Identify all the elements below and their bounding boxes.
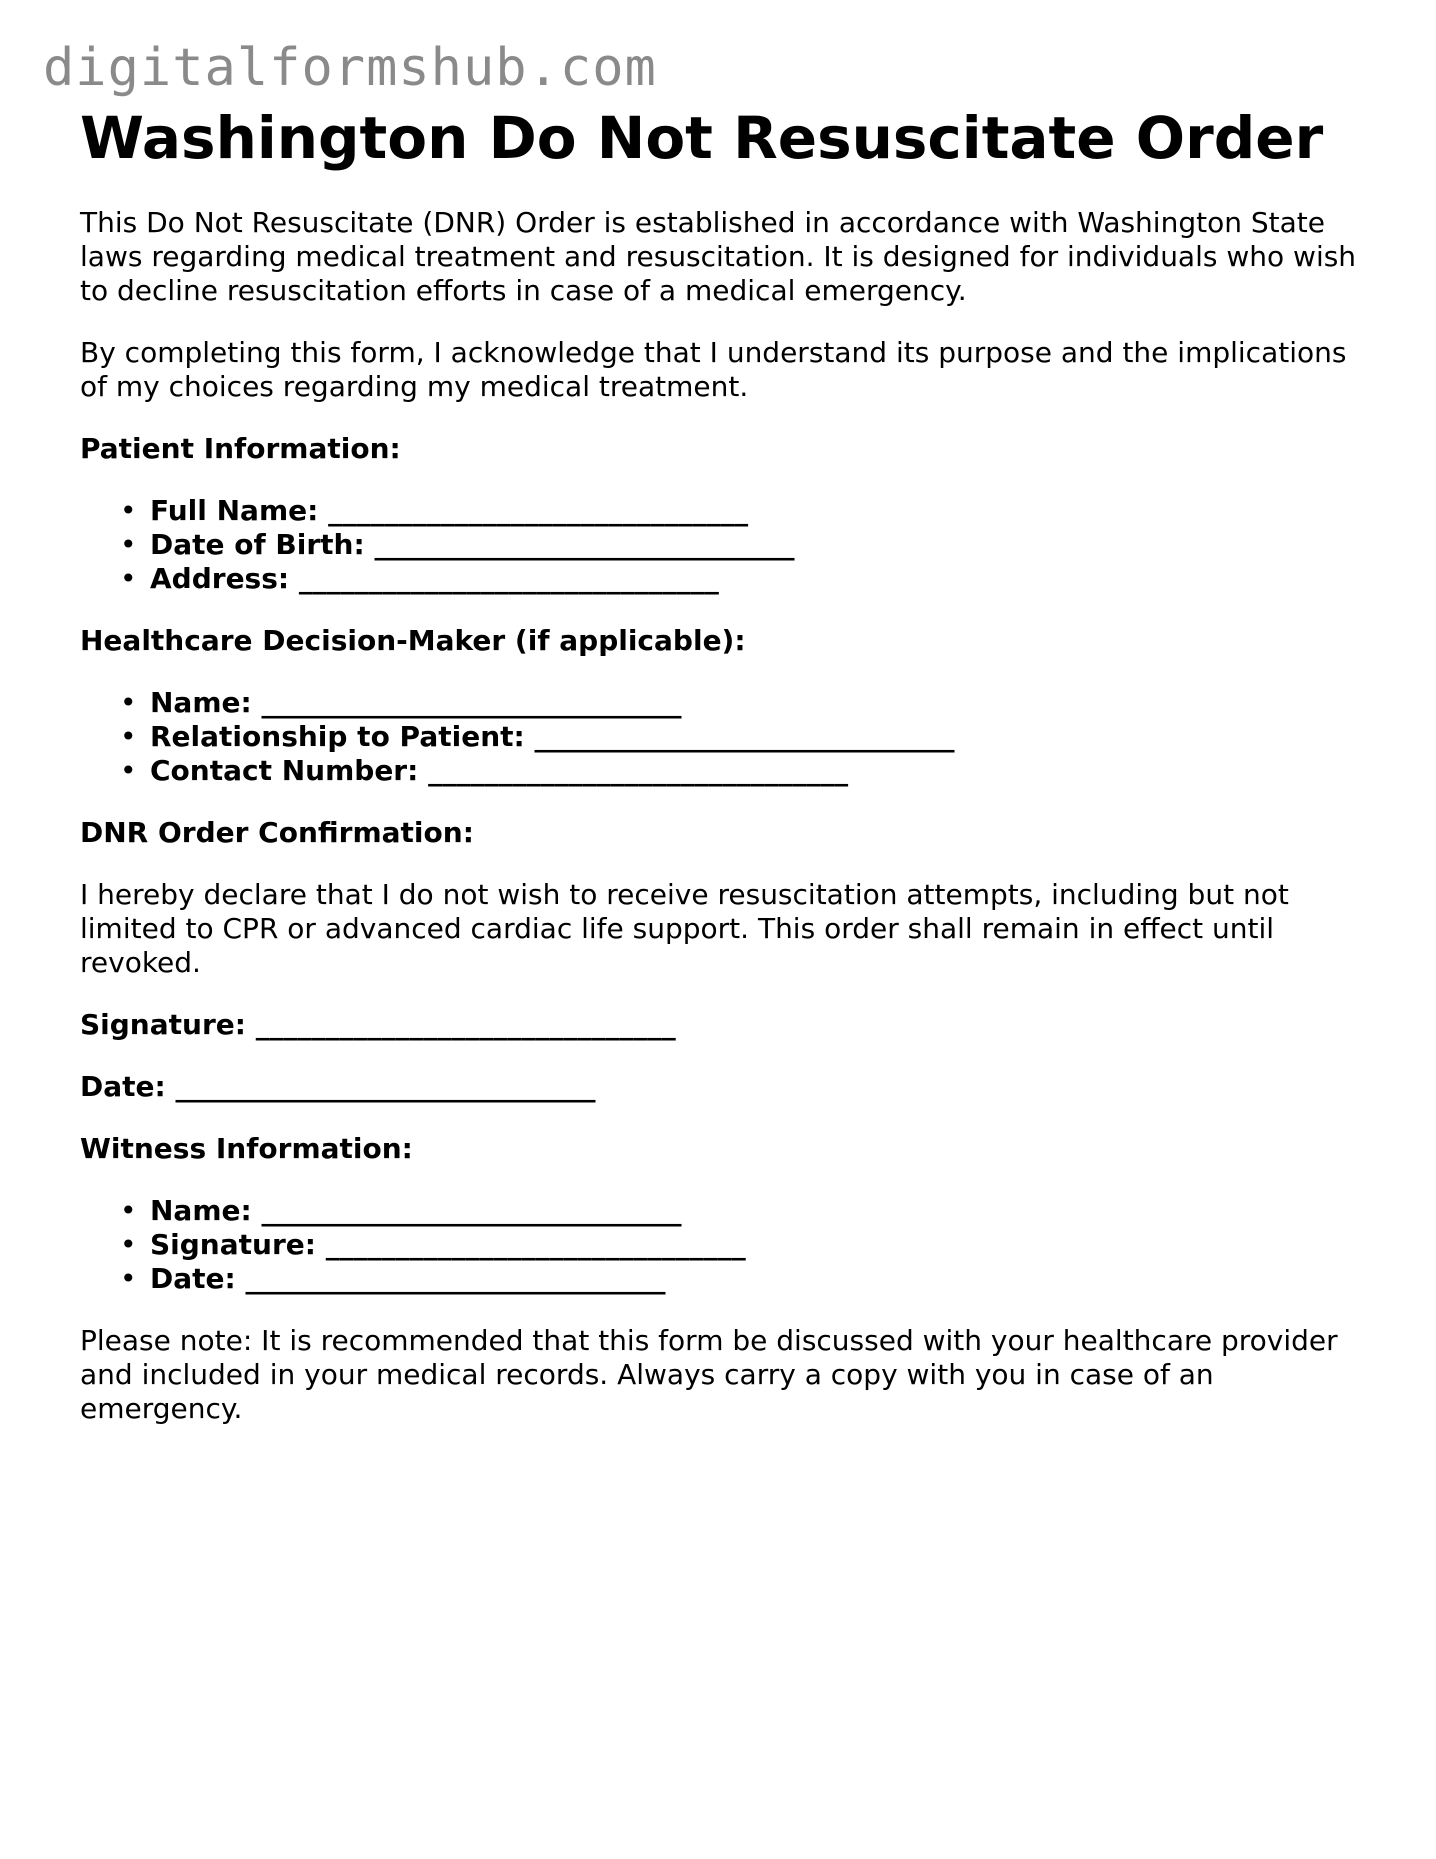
field-label: Date: bbox=[150, 1262, 236, 1295]
decision-maker-relationship-field[interactable] bbox=[120, 720, 1370, 754]
intro-paragraph: This Do Not Resuscitate (DNR) Order is established in accordance with Washington State laws regarding medical treatment and resuscitation. It is designed for individuals who wish to decline resuscitation efforts in case of a medical emergency. bbox=[80, 206, 1357, 307]
field-label: Address: bbox=[150, 562, 290, 595]
date-field[interactable] bbox=[80, 1070, 1370, 1104]
decision-maker-contact-field[interactable] bbox=[120, 754, 1370, 788]
blank-line[interactable]: ______________________________ bbox=[261, 686, 682, 719]
blank-line[interactable]: ______________________________ bbox=[328, 494, 749, 527]
field-label: Full Name: bbox=[150, 494, 319, 527]
witness-name-field[interactable] bbox=[120, 1194, 1370, 1228]
bullet-icon: • bbox=[120, 1262, 137, 1295]
patient-info-heading: Patient Information: bbox=[80, 432, 401, 465]
field-label: Date of Birth: bbox=[150, 528, 365, 561]
bullet-icon: • bbox=[120, 562, 137, 595]
bullet-icon: • bbox=[120, 1194, 137, 1227]
field-label: Name: bbox=[150, 686, 252, 719]
witness-info-heading: Witness Information: bbox=[80, 1132, 413, 1165]
field-label: Name: bbox=[150, 1194, 252, 1227]
note-paragraph: Please note: It is recommended that this form be discussed with your healthcare provider and included in your medical records. Always carry a copy with you in case of an emergency. bbox=[80, 1324, 1338, 1425]
bullet-icon: • bbox=[120, 1228, 137, 1261]
patient-dob-field[interactable] bbox=[120, 528, 1370, 562]
witness-date-field[interactable] bbox=[120, 1262, 1370, 1296]
decision-maker-list bbox=[80, 686, 1370, 788]
document-page bbox=[80, 100, 1370, 1426]
blank-line[interactable]: ______________________________ bbox=[298, 562, 719, 595]
blank-line[interactable]: ______________________________ bbox=[374, 528, 795, 561]
page-title: Washington Do Not Resuscitate Order bbox=[80, 104, 1324, 172]
field-label: Contact Number: bbox=[150, 754, 419, 787]
blank-line[interactable]: ______________________________ bbox=[245, 1262, 666, 1295]
acknowledgement-paragraph: By completing this form, I acknowledge that I understand its purpose and the implications of my choices regarding my medical treatment. bbox=[80, 336, 1347, 403]
dnr-confirmation-text: I hereby declare that I do not wish to receive resuscitation attempts, including but not limited to CPR or advanced cardiac life support. This order shall remain in effect until revoked. bbox=[80, 878, 1289, 979]
watermark: digitalformshub.com bbox=[43, 38, 657, 98]
field-label: Signature: bbox=[150, 1228, 316, 1261]
field-label: Date: bbox=[80, 1070, 166, 1103]
dnr-confirmation-heading: DNR Order Confirmation: bbox=[80, 816, 474, 849]
blank-line[interactable]: ______________________________ bbox=[255, 1008, 676, 1041]
blank-line[interactable]: ______________________________ bbox=[325, 1228, 746, 1261]
bullet-icon: • bbox=[120, 494, 137, 527]
bullet-icon: • bbox=[120, 754, 137, 787]
blank-line[interactable]: ______________________________ bbox=[175, 1070, 596, 1103]
bullet-icon: • bbox=[120, 528, 137, 561]
decision-maker-name-field[interactable] bbox=[120, 686, 1370, 720]
patient-address-field[interactable] bbox=[120, 562, 1370, 596]
bullet-icon: • bbox=[120, 720, 137, 753]
blank-line[interactable]: ______________________________ bbox=[534, 720, 955, 753]
signature-field[interactable] bbox=[80, 1008, 1370, 1042]
witness-info-list bbox=[80, 1194, 1370, 1296]
patient-info-list bbox=[80, 494, 1370, 596]
patient-full-name-field[interactable] bbox=[120, 494, 1370, 528]
decision-maker-heading: Healthcare Decision-Maker (if applicable): bbox=[80, 624, 746, 657]
field-label: Signature: bbox=[80, 1008, 246, 1041]
bullet-icon: • bbox=[120, 686, 137, 719]
blank-line[interactable]: ______________________________ bbox=[428, 754, 849, 787]
field-label: Relationship to Patient: bbox=[150, 720, 525, 753]
blank-line[interactable]: ______________________________ bbox=[261, 1194, 682, 1227]
witness-signature-field[interactable] bbox=[120, 1228, 1370, 1262]
